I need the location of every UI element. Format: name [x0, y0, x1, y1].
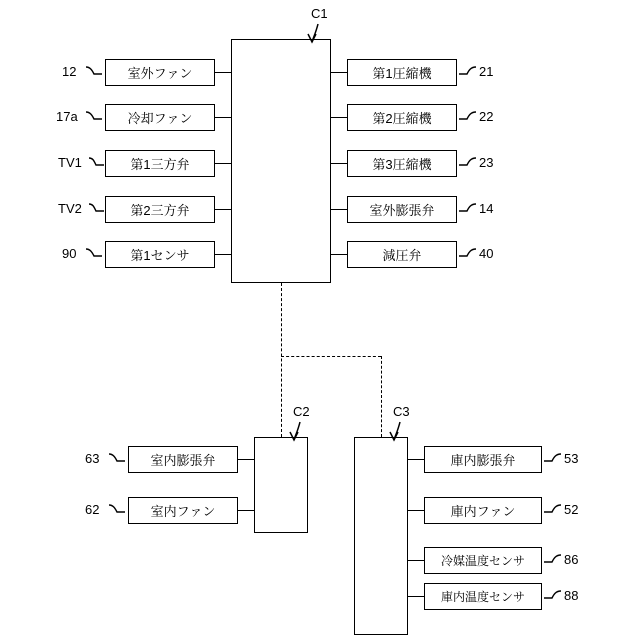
- device-box-outdoor-fan: [105, 59, 215, 86]
- device-label: 室内膨張弁: [150, 453, 216, 468]
- connector-line: [331, 72, 347, 73]
- device-box-cooling-fan: [105, 104, 215, 131]
- device-label: 室外膨張弁: [369, 203, 435, 218]
- device-box-compressor-2: [347, 104, 457, 131]
- reference-number: TV2: [58, 201, 82, 216]
- device-box-indoor-fan: [128, 497, 238, 524]
- connector-line: [331, 117, 347, 118]
- device-label: 第1圧縮機: [372, 66, 432, 81]
- connector-line: [238, 459, 254, 460]
- leader-icon: [107, 449, 127, 467]
- controller-c2-leader-icon: [283, 420, 309, 442]
- reference-number: 23: [479, 155, 494, 170]
- device-label: 室内ファン: [150, 504, 216, 519]
- leader-icon: [458, 153, 478, 171]
- device-label: 庫内温度センサ: [440, 590, 525, 604]
- connector-line: [331, 163, 347, 164]
- controller-c1-leader-icon: [300, 22, 328, 44]
- connector-line: [331, 254, 347, 255]
- leader-icon: [458, 62, 478, 80]
- connector-line: [215, 209, 231, 210]
- device-label: 第2三方弁: [130, 203, 190, 218]
- reference-number: 12: [62, 64, 77, 79]
- reference-number: 62: [85, 502, 100, 517]
- leader-icon: [88, 199, 106, 217]
- device-box-refrigerant-temp-sensor: [424, 547, 542, 574]
- controller-c1-box: [231, 39, 331, 283]
- reference-number: 90: [62, 246, 77, 261]
- device-box-compressor-3: [347, 150, 457, 177]
- leader-icon: [458, 199, 478, 217]
- device-box-cabinet-fan: [424, 497, 542, 524]
- reference-number: TV1: [58, 155, 82, 170]
- controller-c1-label: C1: [311, 6, 328, 21]
- leader-icon: [84, 244, 104, 262]
- leader-icon: [88, 153, 106, 171]
- connector-line: [215, 163, 231, 164]
- reference-number: 17a: [56, 109, 78, 124]
- bus-dashed-line-horizontal: [281, 356, 381, 357]
- connector-line: [408, 560, 424, 561]
- device-label: 冷却ファン: [127, 111, 193, 126]
- controller-c3-label: C3: [393, 404, 410, 419]
- leader-icon: [543, 500, 563, 518]
- reference-number: 53: [564, 451, 579, 466]
- device-box-indoor-expansion-valve: [128, 446, 238, 473]
- leader-icon: [84, 107, 104, 125]
- reference-number: 52: [564, 502, 579, 517]
- reference-number: 40: [479, 246, 494, 261]
- device-label: 減圧弁: [382, 248, 422, 263]
- device-label: 第2圧縮機: [372, 111, 432, 126]
- device-label: 第1センサ: [130, 248, 190, 263]
- bus-dashed-line-branch: [381, 356, 382, 437]
- device-box-first-sensor: [105, 241, 215, 268]
- device-box-outdoor-expansion-valve: [347, 196, 457, 223]
- controller-c3-leader-icon: [383, 420, 409, 442]
- leader-icon: [107, 500, 127, 518]
- controller-c2-box: [254, 437, 308, 533]
- leader-icon: [543, 586, 563, 604]
- leader-icon: [84, 62, 104, 80]
- connector-line: [238, 510, 254, 511]
- device-box-cabinet-expansion-valve: [424, 446, 542, 473]
- device-label: 第1三方弁: [130, 157, 190, 172]
- device-label: 庫内ファン: [450, 504, 516, 519]
- connector-line: [215, 72, 231, 73]
- connector-line: [408, 510, 424, 511]
- device-box-compressor-1: [347, 59, 457, 86]
- leader-icon: [543, 550, 563, 568]
- reference-number: 21: [479, 64, 494, 79]
- device-label: 冷媒温度センサ: [440, 554, 525, 568]
- leader-icon: [458, 107, 478, 125]
- leader-icon: [543, 449, 563, 467]
- leader-icon: [458, 244, 478, 262]
- connector-line: [408, 596, 424, 597]
- reference-number: 86: [564, 552, 579, 567]
- reference-number: 63: [85, 451, 100, 466]
- bus-dashed-line-vertical: [281, 283, 282, 437]
- connector-line: [408, 459, 424, 460]
- device-label: 室外ファン: [127, 66, 193, 81]
- device-box-three-way-valve-1: [105, 150, 215, 177]
- reference-number: 22: [479, 109, 494, 124]
- device-box-three-way-valve-2: [105, 196, 215, 223]
- device-label: 庫内膨張弁: [450, 453, 516, 468]
- device-box-pressure-reducing-valve: [347, 241, 457, 268]
- device-box-cabinet-temp-sensor: [424, 583, 542, 610]
- reference-number: 14: [479, 201, 494, 216]
- device-label: 第3圧縮機: [372, 157, 432, 172]
- connector-line: [331, 209, 347, 210]
- controller-c2-label: C2: [293, 404, 310, 419]
- connector-line: [215, 117, 231, 118]
- connector-line: [215, 254, 231, 255]
- controller-c3-box: [354, 437, 408, 635]
- reference-number: 88: [564, 588, 579, 603]
